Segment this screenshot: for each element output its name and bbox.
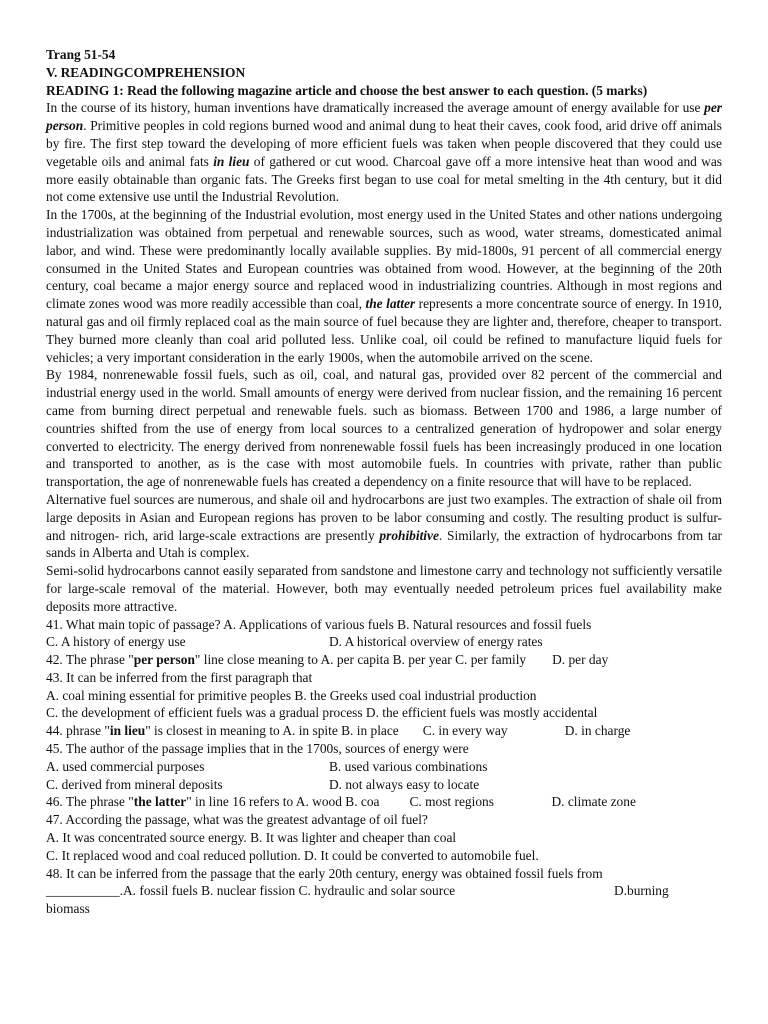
question-list — [46, 616, 722, 919]
question-45-options-ab — [46, 758, 722, 776]
question-43-options-cd: C. the development of efficient fuels was a gradual process D. the efficient fuels was mostly accidental — [46, 705, 598, 721]
question-45-option-c: C. derived from mineral deposits — [46, 776, 223, 792]
question-41-options — [46, 633, 722, 651]
question-43-options-ab: A. coal mining essential for primitive peoples B. the Greeks used coal industrial production — [46, 687, 537, 703]
emphasis-in-lieu: in lieu — [213, 153, 250, 169]
question-42-phrase: per person — [133, 652, 195, 668]
reading-instruction: READING 1: Read the following magazine article and choose the best answer to each question. (5 marks) — [46, 82, 648, 98]
question-41-stem: 41. What main topic of passage? A. Applications of various fuels B. Natural resources and fossil fuels — [46, 616, 592, 632]
question-42: 42. The phrase "per person" line close meaning to A. per capita B. per year C. per family D. per day — [46, 652, 609, 668]
question-43-stem: 43. It can be inferred from the first paragraph that — [46, 669, 313, 685]
section-heading: V. READINGCOMPREHENSION — [46, 64, 246, 80]
passage-paragraph-2: In the 1700s, at the beginning of the Industrial evolution, most energy used in the United States and other nations undergoing industrialization was obtained from perpetual and renewable sources, such as wood, water streams, domesticated animal labor, and wind. These were predominantly locally available supplies. By mid-1800s, 91 percent of all commercial energy consumed in the United States and European countries was obtained from wood. However, at the beginning of the 20th century, coal became a major energy source and replaced wood in industrializing countries. Although in most regions and climate zones wood was more readily accessible than coal, the latter represents a more concentrate source of energy. In 1910, natural gas and oil firmly replaced coal as the main source of fuel because they are lighter and, therefore, cheaper to transport. They burned more cleanly than coal arid polluted less. Unlike coal, oil could be refined to manufacture liquid fuels for vehicles; a very important consideration in the early 1900s, when the automobile arrived on the scene. — [46, 207, 722, 365]
question-45-option-a: A. used commercial purposes — [46, 758, 205, 774]
question-45-options-cd — [46, 776, 722, 794]
question-45-option-b: B. used various combinations — [329, 758, 488, 774]
emphasis-prohibitive: prohibitive — [379, 527, 439, 543]
question-46: 46. The phrase "the latter" in line 16 refers to A. wood B. coa C. most regions D. climate zone — [46, 794, 636, 810]
question-46-option-c: C. most regions — [409, 794, 494, 810]
question-48-options: ___________.A. fossil fuels B. nuclear fission C. hydraulic and solar source D.burning — [46, 883, 669, 899]
question-44-option-c: C. in every way — [422, 723, 508, 739]
page-range-heading: Trang 51-54 — [46, 47, 116, 62]
question-48-option-d: D.burning — [614, 883, 669, 899]
passage-paragraph-4: Alternative fuel sources are numerous, and shale oil and hydrocarbons are just two examples. The extraction of shale oil from large deposits in Asian and European regions has proven to be labor consuming and costly. The resulting product is sulfur- and nitrogen- rich, arid large-scale extractions are presently prohibitive. Similarly, the extraction of hydrocarbons from tar sands in Alberta and Utah is complex. — [46, 491, 722, 561]
question-47-stem: 47. According the passage, what was the greatest advantage of oil fuel? — [46, 812, 428, 828]
question-46-phrase: the latter — [133, 794, 187, 810]
reading-passage — [46, 99, 722, 615]
question-44-phrase: in lieu — [109, 723, 146, 739]
question-47-options-cd: C. It replaced wood and coal reduced pollution. D. It could be converted to automobile fuel. — [46, 847, 539, 863]
question-41-option-d: D. A historical overview of energy rates — [329, 634, 543, 650]
question-48-stem: 48. It can be inferred from the passage that the early 20th century, energy was obtained fossil fuels from — [46, 865, 603, 881]
passage-paragraph-5: Semi-solid hydrocarbons cannot easily separated from sandstone and limestone carry and technology not sufficiently versatile for large-scale removal of the material. However, both may eventually needed petroleum prices fuel availability make deposits more attractive. — [46, 563, 722, 614]
emphasis-the-latter: the latter — [365, 296, 416, 312]
question-45-stem: 45. The author of the passage implies that in the 1700s, sources of energy were — [46, 741, 469, 757]
question-45-option-d: D. not always easy to locate — [329, 776, 480, 792]
passage-paragraph-1: In the course of its history, human inventions have dramatically increased the average amount of energy available for use per person. Primitive peoples in cold regions burned wood and animal dung to heat their caves, cook food, arid drive off animals by fire. The first step toward the developing of more efficient fuels was taken when people discovered that they could use vegetable oils and animal fats in lieu of gathered or cut wood. Charcoal gave off a more intensive heat than wood and was more easily obtainable than organic fats. The Greeks first began to use coal for metal smelting in the 4th century, but it did not come extensive use until the Industrial Revolution. — [46, 100, 722, 205]
emphasis-per-person: per person — [46, 100, 722, 134]
question-46-option-d: D. climate zone — [551, 794, 636, 810]
passage-paragraph-3: By 1984, nonrenewable fossil fuels, such as oil, coal, and natural gas, provided over 82 percent of the commercial and industrial energy used in the world. Small amounts of energy were derived from nuclear fission, and the remaining 16 percent came from burning direct perpetual and renewable fuels. such as biomass. Between 1700 and 1986, a large number of countries shifted from the use of energy from local sources to a centralized generation of hydropower and solar energy converted to electricity. The energy derived from nonrenewable fossil fuels has been increasingly produced in one location and transported to another, as is the case with most automobile fuels. In countries with private, rather than public transportation, the age of nonrenewable fuels has created a dependency on a finite resource that will have to be replaced. — [46, 367, 722, 490]
question-42-option-d: D. per day — [552, 652, 609, 668]
question-44-option-d: D. in charge — [564, 723, 631, 739]
question-41-option-c: C. A history of energy use — [46, 634, 186, 650]
question-48-wrap: biomass — [46, 901, 90, 917]
question-44: 44. phrase "in lieu" is closest in meaning to A. in spite B. in place C. in every way D. in charge — [46, 723, 631, 739]
question-47-options-ab: A. It was concentrated source energy. B. It was lighter and cheaper than coal — [46, 830, 457, 846]
